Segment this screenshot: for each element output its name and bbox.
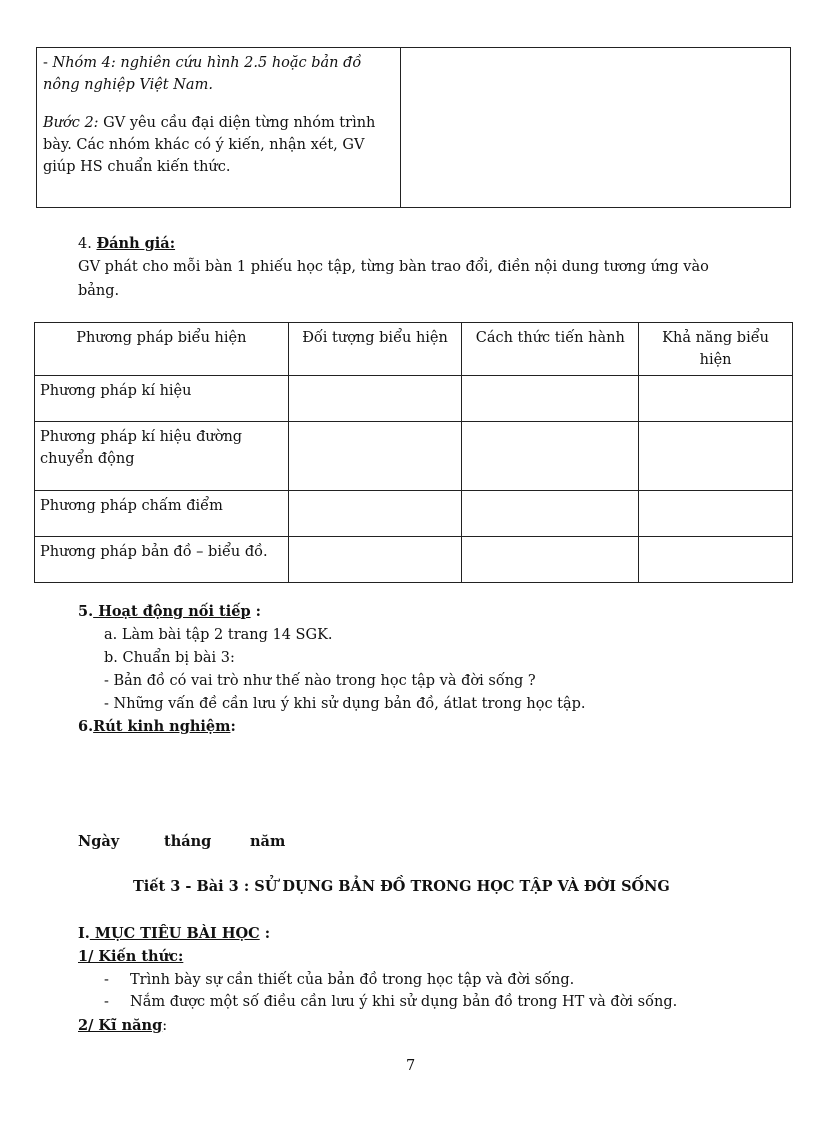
knowledge-item-1: - Trình bày sự cần thiết của bản đồ trong học tập và đời sống. <box>104 970 574 991</box>
row-method-movement: Phương pháp kí hiệu đường chuyển động <box>35 422 289 491</box>
step2-line3: giúp HS chuẩn kiến thức. <box>43 159 231 175</box>
section4-heading: 4. Đánh giá: <box>78 235 176 252</box>
header-capability: Khả năng biểu hiện <box>639 323 793 376</box>
lesson-title: Tiết 3 - Bài 3 : SỬ DỤNG BẢN ĐỒ TRONG HỌC TẬP VÀ ĐỜI SỐNG <box>133 878 670 895</box>
section5-heading: 5. Hoạt động nối tiếp : <box>78 603 261 620</box>
activity-table <box>36 47 791 208</box>
table-cell <box>462 537 639 583</box>
knowledge-item-2: - Nắm được một số điều cần lưu ý khi sử dụng bản đồ trong HT và đời sống. <box>104 992 677 1013</box>
section4-text-line1: GV phát cho mỗi bàn 1 phiếu học tập, từng bàn trao đổi, điền nội dung tương ứng vào <box>78 259 709 275</box>
group4-line1: - Nhóm 4: nghiên cứu hình 2.5 hoặc bản đồ <box>43 55 362 71</box>
table-cell <box>639 422 793 491</box>
table-cell <box>462 422 639 491</box>
section5-item-b: b. Chuẩn bị bài 3: <box>104 650 235 666</box>
table-cell <box>288 537 462 583</box>
dash-marker: - <box>104 972 109 988</box>
header-procedure: Cách thức tiến hành <box>462 323 639 376</box>
table-cell <box>462 376 639 422</box>
date-day-label: Ngày <box>78 833 120 850</box>
row-method-symbol: Phương pháp kí hiệu <box>35 376 289 422</box>
activity-cell-right <box>401 48 791 208</box>
step2-line2: bày. Các nhóm khác có ý kiến, nhận xét, GV <box>43 137 365 153</box>
table-cell <box>288 422 462 491</box>
table-cell <box>288 491 462 537</box>
row-method-dot: Phương pháp chấm điểm <box>35 491 289 537</box>
knowledge-heading: 1/ Kiến thức: <box>78 948 184 965</box>
row-method-chart-map: Phương pháp bản đồ – biểu đồ. <box>35 537 289 583</box>
table-cell <box>462 491 639 537</box>
section5-item-d: - Những vấn đề cần lưu ý khi sử dụng bản đồ, átlat trong học tập. <box>104 696 586 712</box>
table-cell <box>288 376 462 422</box>
skills-heading: 2/ Kĩ năng: <box>78 1017 168 1034</box>
objectives-heading: I. MỤC TIÊU BÀI HỌC : <box>78 925 271 942</box>
section6-heading: 6.Rút kinh nghiệm: <box>78 718 236 735</box>
section5-item-a: a. Làm bài tập 2 trang 14 SGK. <box>104 627 333 643</box>
section5-item-c: - Bản đồ có vai trò như thế nào trong học tập và đời sống ? <box>104 673 536 689</box>
header-method: Phương pháp biểu hiện <box>35 323 289 376</box>
header-object: Đối tượng biểu hiện <box>288 323 462 376</box>
dash-marker: - <box>104 994 109 1010</box>
step2-line1: Bước 2: GV yêu cầu đại diện từng nhóm trình <box>43 115 376 131</box>
table-cell <box>639 537 793 583</box>
table-cell <box>639 376 793 422</box>
date-year-label: năm <box>250 833 286 850</box>
table-cell <box>639 491 793 537</box>
section4-text-line2: bảng. <box>78 283 120 299</box>
group4-line2: nông nghiệp Việt Nam. <box>43 77 213 93</box>
activity-cell-left <box>37 48 401 208</box>
evaluation-table <box>34 322 793 583</box>
page-number: 7 <box>406 1058 416 1074</box>
date-month-label: tháng <box>164 833 212 850</box>
